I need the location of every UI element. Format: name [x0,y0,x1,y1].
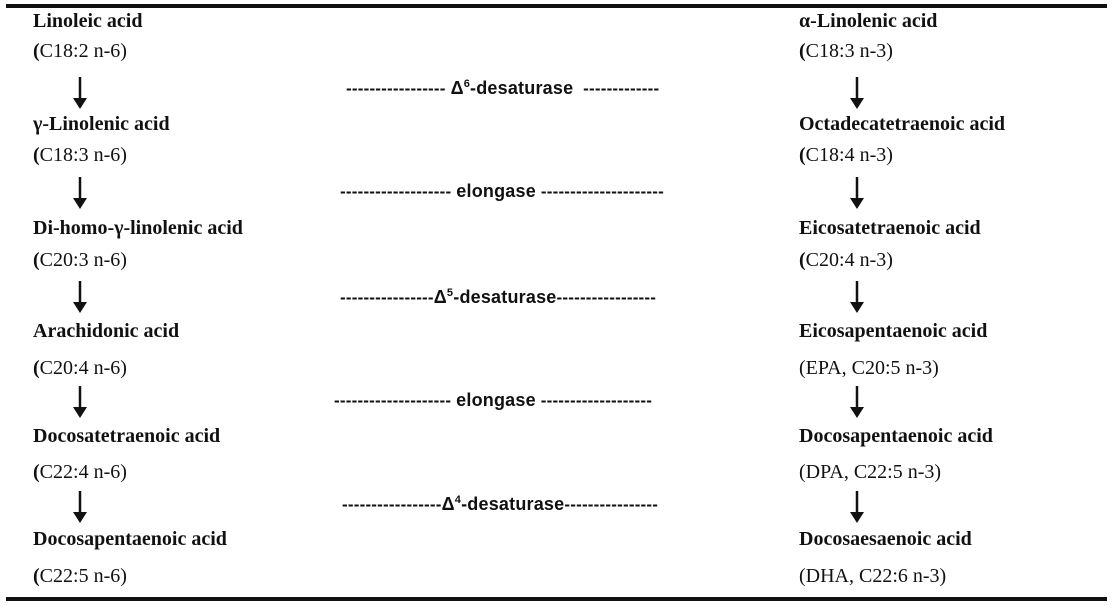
n3-fatty-acid-formula: (EPA, C20:5 n-3) [799,357,939,379]
n3-fatty-acid-formula: (C18:4 n-3) [799,144,893,166]
n6-fatty-acid-formula: (C18:2 n-6) [33,40,127,62]
down-arrow-icon [847,176,867,210]
down-arrow-icon [847,385,867,419]
n6-fatty-acid-name: Di-homo-γ-linolenic acid [33,217,243,239]
n3-fatty-acid-formula: (DPA, C22:5 n-3) [799,461,942,483]
n6-fatty-acid-formula: (C22:4 n-6) [33,461,127,483]
n6-fatty-acid-formula: (C22:5 n-6) [33,565,127,587]
n6-fatty-acid-name: Docosatetraenoic acid [33,425,221,447]
down-arrow-icon [70,280,90,314]
n6-fatty-acid-name: γ-Linolenic acid [33,113,170,135]
down-arrow-icon [70,176,90,210]
down-arrow-icon [70,385,90,419]
enzyme-delta6-desaturase: ----------------- $\Delta^6$-desaturase ------------- [346,78,660,98]
down-arrow-icon [847,76,867,110]
n3-fatty-acid-name: Docosapentaenoic acid [799,425,993,447]
down-arrow-icon [847,280,867,314]
n3-fatty-acid-name: Docosaesaenoic acid [799,528,972,550]
n6-fatty-acid-formula: (C20:3 n-6) [33,249,127,271]
top-rule [6,4,1107,8]
down-arrow-icon [70,76,90,110]
bottom-rule [6,597,1107,601]
down-arrow-icon [70,490,90,524]
n3-fatty-acid-name: Octadecatetraenoic acid [799,113,1006,135]
n3-fatty-acid-formula: (C20:4 n-3) [799,249,893,271]
n6-fatty-acid-name: Docosapentaenoic acid [33,528,227,550]
n3-fatty-acid-name: Eicosatetraenoic acid [799,217,981,239]
n6-fatty-acid-formula: (C18:3 n-6) [33,144,127,166]
n3-fatty-acid-name: Eicosapentaenoic acid [799,320,988,342]
enzyme-delta4-desaturase: $-----------------\Delta^4-desaturase----------------$ [342,494,659,514]
n6-fatty-acid-name: Arachidonic acid [33,320,180,342]
enzyme-elongase: -------------------- elongase ------------------- [334,390,653,410]
enzyme-delta5-desaturase: $----------------\Delta^5-desaturase-----------------$ [340,287,657,307]
down-arrow-icon [847,490,867,524]
n6-fatty-acid-formula: (C20:4 n-6) [33,357,127,379]
n6-fatty-acid-name: Linoleic acid [33,10,143,32]
n3-fatty-acid-formula: (DHA, C22:6 n-3) [799,565,947,587]
n3-fatty-acid-name: α-Linolenic acid [799,10,938,32]
n3-fatty-acid-formula: (C18:3 n-3) [799,40,893,62]
enzyme-elongase: ------------------- elongase --------------------- [340,181,664,201]
